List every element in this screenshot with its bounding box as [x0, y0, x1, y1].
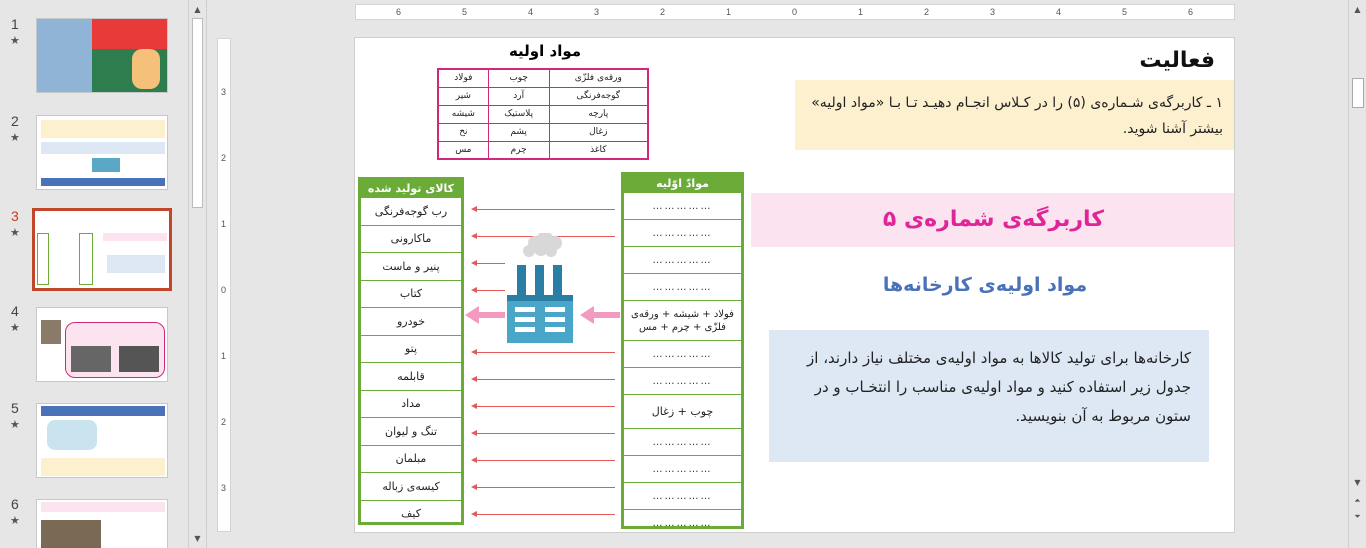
product-cell: مبلمان [361, 445, 461, 473]
connector-line [475, 514, 615, 515]
material-cell: …………… [624, 192, 741, 219]
products-column[interactable] [358, 177, 464, 525]
product-cell: کیسه‌ی زباله [361, 472, 461, 500]
slide-thumbnail-2[interactable] [36, 115, 168, 190]
thumbnail-scrollbar[interactable] [188, 0, 205, 548]
thumb-number: 4 [11, 303, 19, 319]
ruler-label: 2 [660, 7, 666, 17]
transition-star-icon: ★ [10, 34, 20, 47]
connector-line [475, 406, 615, 407]
arrow-left-icon [471, 484, 477, 490]
product-cell: کتاب [361, 280, 461, 308]
connector-line [475, 433, 615, 434]
material-cell: چوب + زغال [624, 394, 741, 428]
slide-thumbnail-1[interactable] [36, 18, 168, 93]
product-cell: کیف [361, 500, 461, 528]
table-cell: مس [438, 141, 488, 159]
material-cell: …………… [624, 273, 741, 300]
product-cell: مداد [361, 390, 461, 418]
arrow-left-icon [471, 287, 477, 293]
ruler-label: 6 [1188, 7, 1194, 17]
raw-materials-title[interactable]: مواد اولیه [508, 42, 582, 60]
slide-thumbnail-6[interactable] [36, 499, 168, 548]
ruler-label: 6 [396, 7, 402, 17]
scroll-up-icon[interactable]: ▲ [194, 5, 201, 14]
thumb-number: 3 [11, 208, 19, 224]
description-text[interactable]: کارخانه‌ها برای تولید کالاها به مواد اولیه‌ی مختلف نیاز دارند، از جدول زیر استفاده کنید و مواد اولیه‌ی مناسب را انتخـاب و در ستون مربوط به آن بنویسید. [769, 330, 1209, 462]
ruler-label: 3 [990, 7, 996, 17]
arrow-left-icon [471, 376, 477, 382]
slide-thumbnail-pane [0, 0, 188, 548]
material-cell: …………… [624, 340, 741, 367]
ruler-label: 5 [1122, 7, 1128, 17]
material-cell: …………… [624, 482, 741, 509]
previous-slide-icon[interactable]: ⏶ [1354, 496, 1361, 505]
ruler-label: 4 [528, 7, 534, 17]
table-cell: پشم [488, 123, 549, 141]
ruler-label: 3 [594, 7, 600, 17]
table-cell: فولاد [438, 69, 488, 87]
ruler-label: 0 [221, 285, 227, 295]
connector-line [475, 352, 615, 353]
ruler-label: 1 [726, 7, 732, 17]
ruler-label: 2 [924, 7, 930, 17]
product-cell: ماکارونی [361, 225, 461, 253]
activity-title[interactable]: فعالیت [1139, 48, 1215, 73]
ruler-label: 2 [221, 417, 227, 427]
table-cell: شیشه [438, 105, 488, 123]
material-cell: …………… [624, 428, 741, 455]
connector-line [475, 263, 505, 264]
scroll-up-icon[interactable]: ▲ [1354, 5, 1361, 14]
product-cell: تنگ و لیوان [361, 417, 461, 445]
horizontal-ruler[interactable] [355, 4, 1235, 20]
slide-thumbnail-5[interactable] [36, 403, 168, 478]
slide-editor [206, 0, 1348, 548]
products-header: کالای تولید شده [361, 180, 461, 197]
connector-line [475, 379, 615, 380]
pink-arrow-left-icon [465, 306, 505, 324]
scroll-down-icon[interactable]: ▼ [194, 534, 201, 543]
ruler-label: 5 [462, 7, 468, 17]
thumb-number: 5 [11, 400, 19, 416]
product-cell: قابلمه [361, 362, 461, 390]
transition-star-icon: ★ [10, 321, 20, 334]
scroll-down-icon[interactable]: ▼ [1354, 478, 1361, 487]
table-cell: ورقه‌ی فلزّی [549, 69, 648, 87]
ruler-label: 2 [221, 153, 227, 163]
arrow-left-icon [471, 206, 477, 212]
material-cell: …………… [624, 219, 741, 246]
table-cell: کاغذ [549, 141, 648, 159]
material-cell: فولاد + شیشه + ورقه‌ی فلزّی + چرم + مس [624, 300, 741, 340]
arrow-left-icon [471, 349, 477, 355]
scrollbar-thumb[interactable] [1352, 78, 1364, 108]
arrow-left-icon [471, 457, 477, 463]
thumb-number: 6 [11, 496, 19, 512]
transition-star-icon: ★ [10, 418, 20, 431]
materials-column[interactable] [621, 172, 744, 529]
table-cell: پارچه [549, 105, 648, 123]
next-slide-icon[interactable]: ⏷ [1354, 512, 1361, 521]
raw-materials-table[interactable] [437, 68, 649, 160]
arrow-left-icon [471, 403, 477, 409]
product-cell: پتو [361, 335, 461, 363]
material-cell: …………… [624, 246, 741, 273]
product-cell: پنیر و ماست [361, 252, 461, 280]
ruler-label: 4 [1056, 7, 1062, 17]
transition-star-icon: ★ [10, 226, 20, 239]
worksheet-title[interactable]: کاربرگه‌ی شماره‌ی ۵ [751, 193, 1235, 247]
table-cell: آرد [488, 87, 549, 105]
connector-line [475, 209, 615, 210]
thumb-number: 1 [11, 16, 19, 32]
arrow-left-icon [471, 430, 477, 436]
ruler-label: 1 [221, 219, 227, 229]
connector-line [475, 487, 615, 488]
ruler-label: 0 [792, 7, 798, 17]
ruler-label: 3 [221, 87, 227, 97]
thumb-number: 2 [11, 113, 19, 129]
activity-text[interactable]: ۱ ـ کاربرگه‌ی شـماره‌ی (۵) را در کـلاس انجـام دهیـد تـا بـا «مواد اولیه» بیشتر آشنا شوید. [795, 80, 1235, 150]
material-cell: …………… [624, 367, 741, 394]
table-cell: چرم [488, 141, 549, 159]
product-cell: رب گوجه‌فرنگی [361, 197, 461, 225]
transition-star-icon: ★ [10, 131, 20, 144]
materials-header: موادّ اوّلیه [624, 175, 741, 192]
connector-line [475, 290, 505, 291]
ruler-label: 3 [221, 483, 227, 493]
table-cell: چوب [488, 69, 549, 87]
material-cell: …………… [624, 509, 741, 533]
scrollbar-thumb[interactable] [192, 18, 203, 208]
arrow-left-icon [471, 511, 477, 517]
arrow-left-icon [471, 233, 477, 239]
factory-icon [503, 233, 583, 348]
slide-thumbnail-4[interactable] [36, 307, 168, 382]
product-cell: خودرو [361, 307, 461, 335]
slide-thumbnail-3[interactable] [32, 208, 172, 291]
table-cell: زغال [549, 123, 648, 141]
arrow-left-icon [471, 260, 477, 266]
material-cell: …………… [624, 455, 741, 482]
editor-scrollbar[interactable] [1348, 0, 1366, 548]
table-cell: پلاستیک [488, 105, 549, 123]
slide-canvas[interactable] [354, 37, 1235, 533]
table-cell: گوجه‌فرنگی [549, 87, 648, 105]
worksheet-subtitle[interactable]: مواد اولیه‌ی کارخانه‌ها [882, 274, 1088, 296]
ruler-label: 1 [858, 7, 864, 17]
ruler-label: 1 [221, 351, 227, 361]
table-cell: شیر [438, 87, 488, 105]
vertical-ruler[interactable] [217, 38, 231, 532]
table-cell: نخ [438, 123, 488, 141]
transition-star-icon: ★ [10, 514, 20, 527]
pink-arrow-left-icon [580, 306, 620, 324]
connector-line [475, 460, 615, 461]
